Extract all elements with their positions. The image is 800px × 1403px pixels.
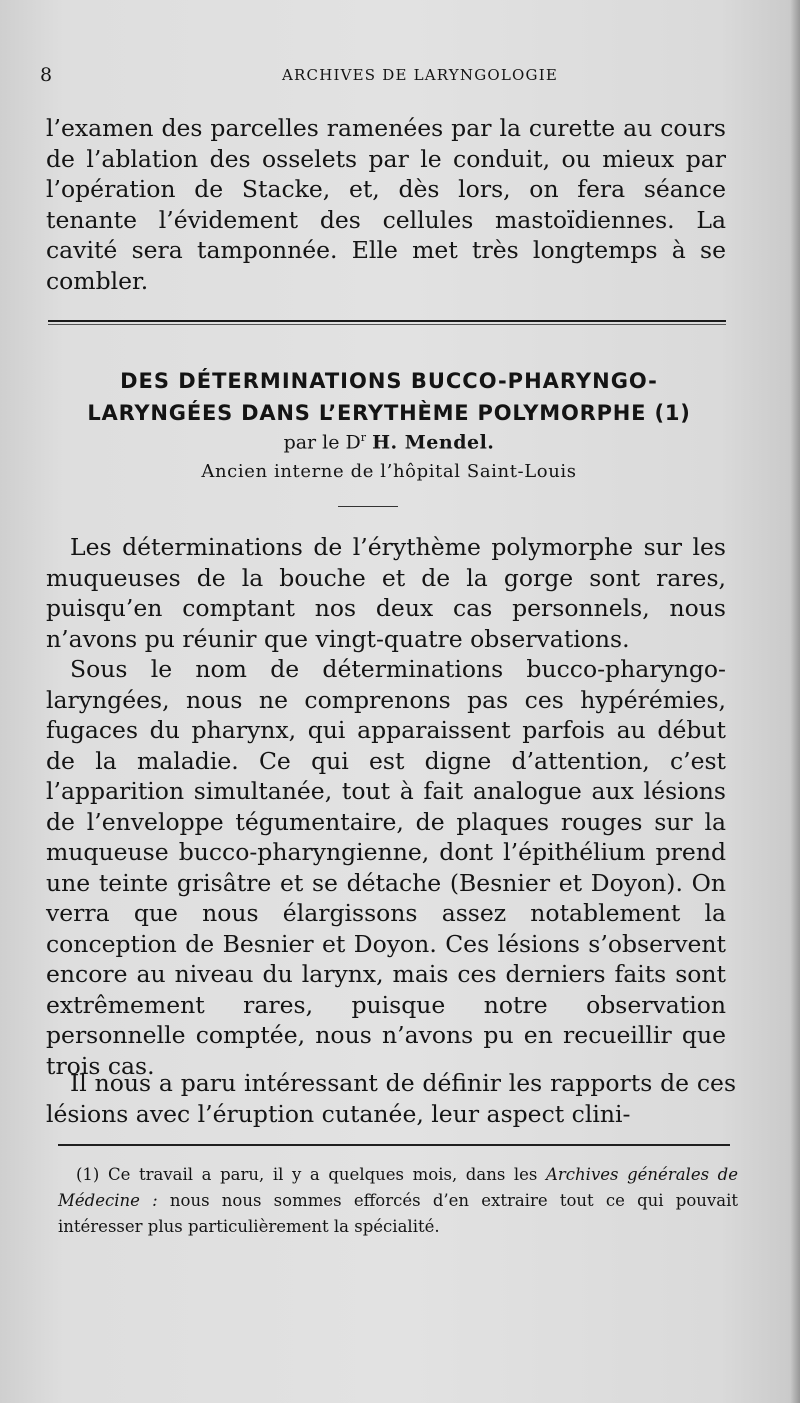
author-name: H. Mendel. <box>372 431 495 454</box>
footnote-journal: Archives générales de Médecine : <box>58 1165 738 1210</box>
byline-prefix: par le D <box>283 431 361 454</box>
article-title-line-1: DES DÉTERMINATIONS BUCCO-PHARYNGO- <box>120 369 658 393</box>
byline-superscript: r <box>360 431 367 444</box>
footnote <box>58 1162 738 1240</box>
running-title: ARCHIVES DE LARYNGOLOGIE <box>281 66 559 84</box>
footnote-text-before: (1) Ce travail a paru, il y a quelques mois, dans les <box>76 1165 546 1184</box>
intro-paragraph: l’examen des parcelles ramenées par la curette au cours de l’ablation des osselets par le conduit, ou mieux par l’opération de Stacke, et, dès lors, on fera séance tenante l’évidement des cellules mastoïdiennes. La cavité sera tamponnée. Elle met très longtemps à se combler. <box>46 114 726 295</box>
article-title-line-2: LARYNGÉES DANS L’ERYTHÈME POLYMORPHE (1) <box>87 401 691 425</box>
body-paragraph-1: Les déterminations de l’érythème polymorphe sur les muqueuses de la bouche et de la gorge sont rares, puisqu’en comptant nos deux cas personnels, nous n’avons pu réunir que vingt-quatre observations. <box>46 533 726 653</box>
author-affiliation: Ancien interne de l’hôpital Saint-Louis <box>201 461 577 482</box>
body-paragraph-2: Sous le nom de déterminations bucco-pharyngo-laryngées, nous ne comprenons pas ces hypérémies, fugaces du pharynx, qui apparaissent parfois au début de la maladie. Ce qui est digne d’attention, c’est l’apparition simultanée, tout à fait analogue aux lésions de l’enveloppe tégumentaire, de plaques rouges sur la muqueuse bucco-pharyngienne, dont l’épithélium prend une teinte grisâtre et se détache (Besnier et Doyon). On verra que nous élargissons assez notablement la conception de Besnier et Doyon. Ces lésions s’observent encore au niveau du larynx, mais ces derniers faits sont extrêmement rares, puisque notre observation personnelle comptée, nous n’avons pu en recueillir que trois cas. <box>46 655 726 1080</box>
page-edge-shadow <box>790 0 800 1403</box>
section-divider <box>48 320 726 322</box>
article-body <box>46 532 726 1081</box>
title-ornament-rule <box>338 506 398 507</box>
footnote-text-after: nous nous sommes efforcés d’en extraire tout ce qui pouvait intéresser plus particulièrement la spécialité. <box>58 1191 738 1236</box>
body-paragraph-3: Il nous a paru intéressant de définir les rapports de ces lésions avec l’éruption cutanée, leur aspect clini- <box>46 1069 736 1128</box>
running-head <box>40 64 740 88</box>
page-number: 8 <box>40 64 53 86</box>
byline <box>46 431 732 453</box>
footnote-divider <box>58 1144 730 1146</box>
